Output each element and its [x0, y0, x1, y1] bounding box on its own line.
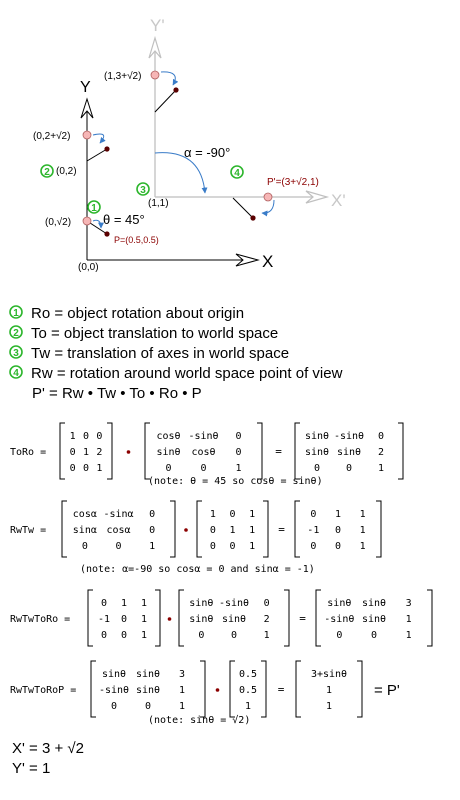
diagram: [33, 16, 346, 273]
equals-sign: =: [278, 523, 285, 536]
sqrt2-label: (0,√2): [45, 217, 72, 228]
equation-note: (note: sinθ = √2): [148, 715, 251, 726]
svg-text:2: 2: [13, 328, 19, 339]
matrix-cell: sinθ: [156, 447, 181, 458]
legend-text: To = object translation to world space: [31, 325, 279, 342]
svg-text:3: 3: [140, 185, 146, 196]
legend-item-4: [10, 365, 343, 382]
svg-text:1: 1: [13, 308, 19, 319]
equals-sign: =: [277, 683, 285, 696]
matrix-cell: 0: [100, 598, 108, 609]
matrix-cell: 1: [178, 685, 186, 696]
matrix-cell: 2: [96, 447, 103, 458]
svg-text:3: 3: [13, 348, 19, 359]
matrix-cell: 0: [100, 630, 108, 641]
step-1-marker: [88, 201, 100, 214]
world-axes: [80, 79, 273, 271]
legend-formula: P' = Rw • Tw • To • Ro • P: [32, 385, 202, 402]
matrix-cell: 1: [140, 598, 148, 609]
matrix-cell: 0: [310, 541, 317, 552]
matrix-cell: 1: [229, 525, 236, 536]
svg-text:4: 4: [13, 368, 19, 379]
point-2plussqrt2: [83, 131, 91, 139]
matrix-cell: 1: [120, 598, 128, 609]
point-02-label: (0,2): [56, 166, 77, 177]
equation-suffix: = P': [374, 682, 400, 699]
matrix-cell: 1: [263, 630, 270, 641]
equation-4: [10, 661, 400, 726]
arc-3plussqrt2: [161, 72, 175, 85]
matrix-cell: 1: [325, 701, 333, 712]
step-2-marker: [41, 165, 53, 178]
pink-points: [83, 71, 272, 225]
matrix-cell: 1: [325, 685, 333, 696]
matrix-cell: sinθ: [189, 598, 214, 609]
matrix-cell: 0: [144, 701, 152, 712]
arc-2plussqrt2: [93, 134, 104, 143]
svg-text:1: 1: [91, 203, 97, 214]
matrix-cell: -sinθ: [324, 614, 355, 625]
matrix-cell: 1: [140, 630, 148, 641]
point-p-label: P=(0.5,0.5): [114, 235, 159, 245]
matrix-cell: 1: [244, 701, 252, 712]
matrix-cell: cosθ: [191, 447, 216, 458]
matrix-cell: sinθ: [304, 431, 330, 442]
matrix-cell: 1: [334, 509, 342, 520]
dot: [250, 215, 255, 220]
matrix-cell: 0: [235, 447, 242, 458]
legend-item-3: [10, 345, 289, 362]
equation-2: [10, 501, 381, 575]
legend-item-2: [10, 325, 278, 342]
equation-3: [10, 590, 432, 646]
matrix-cell: 0: [334, 541, 342, 552]
arc-theta: [93, 220, 101, 228]
alpha-label: α = -90°: [184, 145, 231, 160]
legend: [10, 305, 343, 402]
matrix-cell: 0: [209, 541, 216, 552]
matrix-cell: 0: [313, 463, 321, 474]
matrix-cell: sinθ: [221, 614, 247, 625]
equation-label: RwTwToRoP =: [10, 685, 77, 696]
matrix-cell: 2: [263, 614, 270, 625]
point-sqrt2: [83, 217, 91, 225]
equation-1: [10, 423, 403, 487]
matrix-cell: 0: [81, 541, 88, 552]
matrix-cell: cosα: [106, 525, 131, 536]
equals-sign: =: [299, 612, 306, 625]
matrix-cell: 1: [140, 614, 148, 625]
legend-text: Tw = translation of axes in world space: [31, 345, 290, 362]
matrix-cell: -sinθ: [218, 598, 250, 609]
step-3-marker: [137, 183, 149, 196]
equation-note: (note: α=-90 so cosα = 0 and sinα = -1): [80, 564, 315, 575]
matrix-cell: 2: [377, 447, 385, 458]
equations: [10, 423, 432, 726]
theta-label: θ = 45°: [103, 212, 145, 227]
matrix-cell: 0: [229, 509, 236, 520]
matrix-cell: 0: [165, 463, 172, 474]
origin-label: (0,0): [78, 262, 99, 273]
matrix-cell: 0: [334, 525, 342, 536]
matrix-cell: cosθ: [156, 431, 181, 442]
matrix-cell: sinθ: [101, 669, 127, 680]
result-x: X' = 3 + √2: [12, 740, 84, 757]
result-y: Y' = 1: [12, 760, 51, 777]
matrix-cell: 0: [377, 431, 385, 442]
dot: [173, 87, 178, 92]
matrix-cell: 0: [149, 509, 156, 520]
matrix-cell: 0: [82, 463, 90, 474]
point-11-label: (1,1): [148, 198, 169, 209]
matrix-cell: 1: [359, 541, 366, 552]
matrix-cell: 1: [359, 525, 366, 536]
matrix-cell: sinθ: [304, 447, 330, 458]
matrix-cell: 0: [149, 525, 156, 536]
matrix-cell: 0: [229, 541, 236, 552]
matrix-cell: 1: [249, 525, 256, 536]
matrix-cell: 1: [405, 630, 412, 641]
matrix-cell: 0: [336, 630, 343, 641]
matrix-cell: 0: [120, 614, 128, 625]
step-4-marker: [231, 166, 243, 179]
legend-text: Ro = object rotation about origin: [31, 305, 245, 322]
matrix-cell: 1: [235, 463, 242, 474]
segment-rotated: [233, 198, 253, 218]
matrix-cell: 0: [230, 630, 238, 641]
matrix-cell: 1: [249, 541, 256, 552]
matrix-cell: cosα: [72, 509, 97, 520]
matrix-cell: -sinθ: [98, 685, 130, 696]
dot: [104, 146, 109, 151]
matrix-cell: sinθ: [361, 614, 387, 625]
matrix-cell: 0: [345, 463, 353, 474]
matrix-cell: 1: [96, 463, 103, 474]
matrix-cell: 1: [359, 509, 366, 520]
matrix-cell: 1: [405, 614, 412, 625]
matrix-cell: -1: [97, 614, 111, 625]
matrix-cell: 0: [370, 630, 378, 641]
segment-translated: [87, 149, 107, 161]
matrix-cell: -sinθ: [188, 431, 219, 442]
multiply-dot: [184, 528, 188, 532]
svg-text:2: 2: [44, 167, 50, 178]
equation-label: RwTw =: [10, 525, 47, 536]
multiply-dot: [216, 688, 220, 692]
matrix-cell: 0: [69, 463, 76, 474]
matrix-cell: sinθ: [327, 598, 352, 609]
world-y-label: Y: [80, 79, 91, 96]
matrix-cell: 0: [69, 447, 76, 458]
matrix-cell: 0: [115, 541, 122, 552]
view-x-label: X': [331, 191, 346, 210]
equation-note: (note: θ = 45 so cosθ = sinθ): [148, 476, 323, 487]
point-13plussqrt2-label: (1,3+√2): [104, 71, 142, 82]
matrix-cell: 1: [82, 447, 90, 458]
result: [12, 740, 84, 777]
point-pprime: [264, 193, 272, 201]
matrix-cell: 0: [263, 598, 270, 609]
matrix-cell: 0: [235, 431, 242, 442]
matrix-cell: 0: [96, 431, 103, 442]
matrix-cell: 0: [200, 463, 207, 474]
matrix-cell: sinθ: [189, 614, 214, 625]
matrix-cell: 0: [310, 509, 317, 520]
equals-sign: =: [275, 445, 282, 458]
matrix-cell: 1: [178, 701, 186, 712]
equation-label: ToRo =: [10, 447, 47, 458]
matrix-cell: 1: [249, 509, 256, 520]
legend-text: Rw = rotation around world space point of view: [31, 365, 343, 382]
matrix-cell: 3: [405, 598, 412, 609]
world-x-label: X: [262, 252, 274, 271]
matrix-cell: -sinθ: [333, 431, 365, 442]
matrix-cell: 0: [82, 431, 90, 442]
matrix-cell: 0: [110, 701, 118, 712]
matrix-cell: sinθ: [135, 669, 161, 680]
matrix-cell: 0: [209, 525, 216, 536]
point-3plussqrt2: [151, 71, 159, 79]
view-y-label: Y': [150, 16, 165, 35]
arc-pprime: [262, 200, 274, 213]
point-pprime-label: P'=(3+√2,1): [267, 177, 319, 188]
matrix-cell: 1: [69, 431, 76, 442]
matrix-cell: 0: [198, 630, 205, 641]
dot: [104, 231, 109, 236]
matrix-cell: 0.5: [238, 669, 258, 680]
multiply-dot: [127, 450, 131, 454]
matrix-cell: sinα: [72, 525, 97, 536]
legend-item-1: [10, 305, 244, 322]
matrix-cell: 1: [377, 463, 385, 474]
matrix-cell: sinθ: [361, 598, 387, 609]
segment-view: [155, 90, 176, 112]
matrix-cell: -1: [307, 525, 320, 536]
matrix-cell: sinθ: [336, 447, 362, 458]
point-02plussqrt2-label: (0,2+√2): [33, 131, 71, 142]
matrix-cell: 1: [209, 509, 216, 520]
matrix-cell: 0: [120, 630, 128, 641]
coordinate-labels: [33, 70, 319, 273]
multiply-dot: [168, 617, 172, 621]
matrix-cell: 3: [178, 669, 186, 680]
matrix-cell: sinθ: [135, 685, 161, 696]
matrix-cell: 1: [149, 541, 156, 552]
matrix-cell: 0.5: [238, 685, 258, 696]
matrix-cell: 3+sinθ: [310, 669, 348, 680]
matrix-cell: -sinα: [103, 509, 134, 520]
equation-label: RwTwToRo =: [10, 614, 71, 625]
svg-text:4: 4: [234, 168, 240, 179]
